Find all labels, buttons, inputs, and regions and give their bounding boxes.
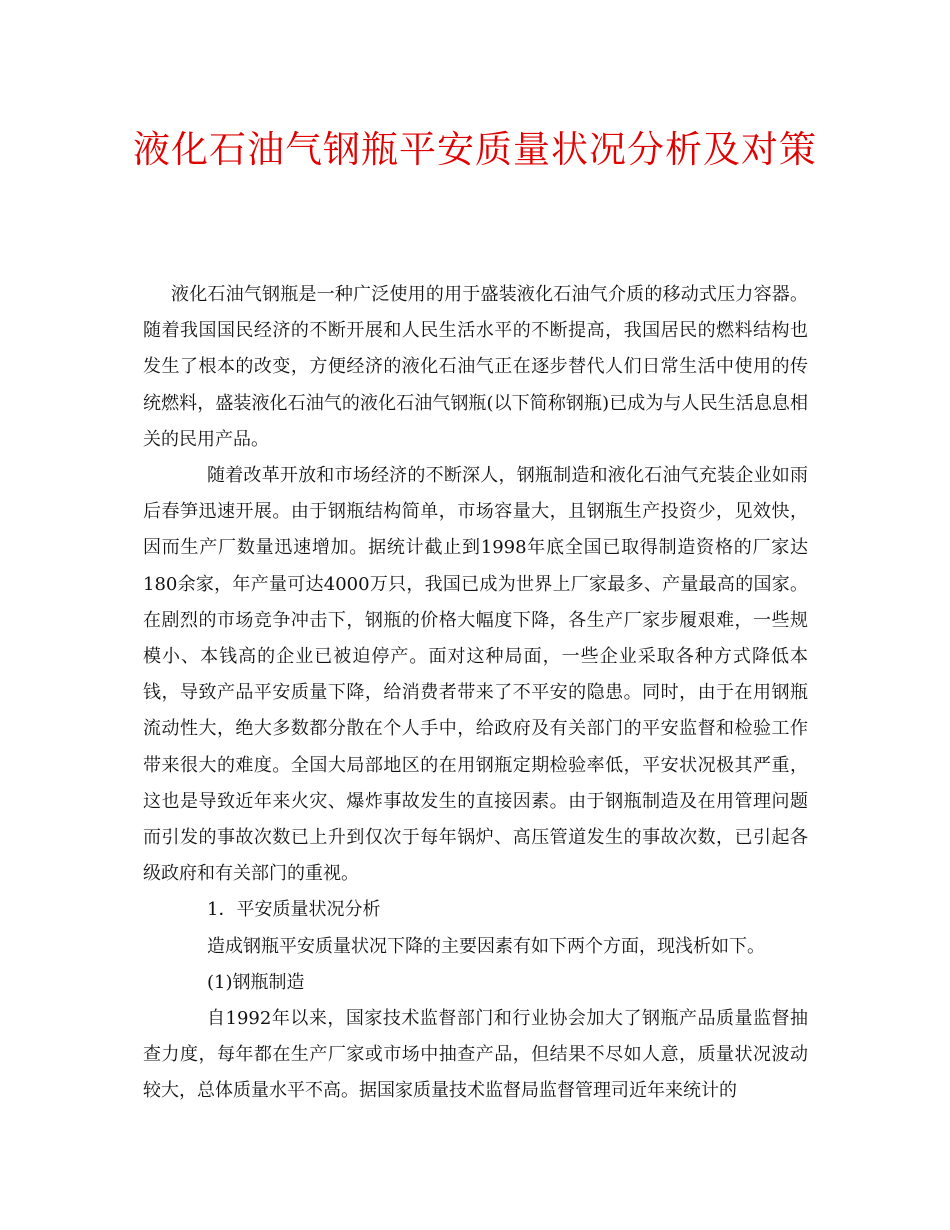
paragraph-causes: 造成钢瓶平安质量状况下降的主要因素有如下两个方面，现浅析如下。 (207, 935, 765, 957)
document-body (143, 277, 808, 1110)
document-title: 液化石油气钢瓶平安质量状况分析及对策 (133, 128, 817, 171)
paragraph-intro: 液化石油气钢瓶是一种广泛使用的用于盛装液化石油气介质的移动式压力容器。随着我国国民经济的不断开展和人民生活水平的不断提高，我国居民的燃料结构也发生了根本的改变，方便经济的液化石油气正在逐步替代人们日常生活中使用的传统燃料，盛装液化石油气的液化石油气钢瓶(以下简称钢瓶)已成为与人民生活息息相关的民用产品。 (143, 284, 808, 450)
paragraph-market: 随着改革开放和市场经济的不断深人，钢瓶制造和液化石油气充装企业如雨后春笋迅速开展。由于钢瓶结构简单，市场容量大，且钢瓶生产投资少，见效快，因而生产厂数量迅速增加。据统计截止到1998年底全国已取得制造资格的厂家达180余家，年产量可达4000万只，我国已成为世界上厂家最多、产量最高的国家。在剧烈的市场竞争冲击下，钢瓶的价格大幅度下降，各生产厂家步履艰难，一些规模小、本钱高的企业已被迫停产。面对这种局面，一些企业采取各种方式降低本钱，导致产品平安质量下降，给消费者带来了不平安的隐患。同时，由于在用钢瓶流动性大，绝大多数都分散在个人手中，给政府及有关部门的平安监督和检验工作带来很大的难度。全国大局部地区的在用钢瓶定期检验率低，平安状况极其严重，这也是导致近年来火灾、爆炸事故发生的直接因素。由于钢瓶制造及在用管理问题而引发的事故次数已上升到仅次于每年锅炉、高压管道发生的事故次数，已引起各级政府和有关部门的重视。 (143, 465, 808, 885)
subsection-heading-1: (1)钢瓶制造 (207, 971, 305, 993)
section-heading-1: 1．平安质量状况分析 (207, 899, 381, 921)
paragraph-manufacturing: 自1992年以来，国家技术监督部门和行业协会加大了钢瓶产品质量监督抽查力度，每年都在生产厂家或市场中抽查产品，但结果不尽如人意，质量状况波动较大，总体质量水平不高。据国家质量技术监督局监督管理司近年来统计的 (143, 1008, 808, 1102)
